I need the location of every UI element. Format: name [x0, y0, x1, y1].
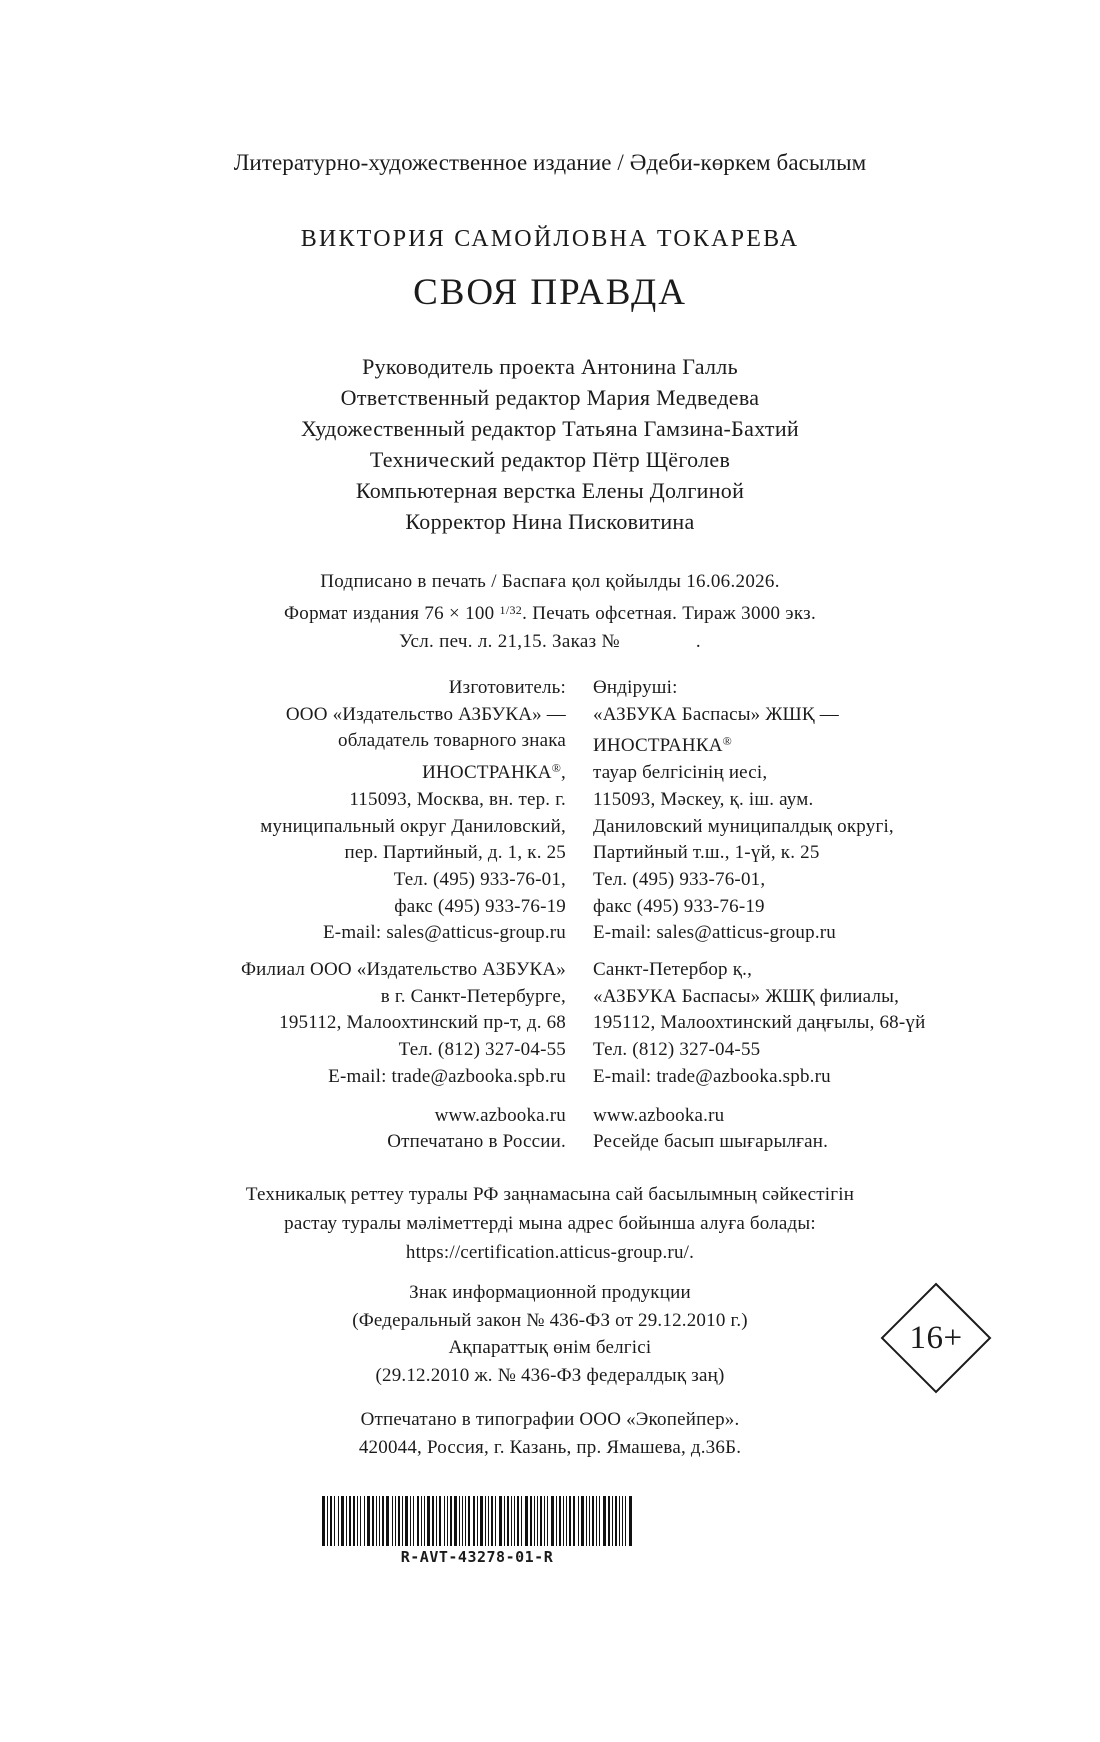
credit-proofreader: Корректор Нина Писковитина — [405, 509, 695, 534]
manufacturer-ru-line: ООО «Издательство АЗБУКА» — — [285, 703, 566, 725]
barcode-bar — [596, 1496, 597, 1546]
credit-art-editor: Художественный редактор Татьяна Гамзина-Бахтий — [301, 416, 799, 441]
manufacturer-kz-fax: факс (495) 933-76-19 — [593, 895, 765, 917]
barcode-bar — [346, 1496, 347, 1546]
barcode-bar — [367, 1496, 370, 1546]
barcode-bar — [421, 1496, 422, 1546]
signed-to-print: Подписано в печать / Баспаға қол қойылды 16.06.2026. — [320, 571, 780, 592]
age-rating-badge — [880, 1282, 992, 1394]
barcode-bar — [534, 1496, 535, 1546]
registered-mark: ® — [722, 734, 732, 749]
branch-ru-line: 195112, Малоохтинский пр-т, д. 68 — [279, 1012, 566, 1034]
credits-list — [0, 351, 1100, 537]
printing-house-name: Отпечатано в типографии ООО «Экопейпер». — [360, 1409, 740, 1430]
branch-ru-email: E-mail: trade@azbooka.spb.ru — [328, 1065, 566, 1087]
barcode-bar — [382, 1496, 384, 1546]
credit-editor: Ответственный редактор Мария Медведева — [340, 385, 760, 410]
barcode-bar — [473, 1496, 475, 1546]
barcode-bar — [537, 1496, 538, 1546]
barcode-bar — [477, 1496, 478, 1546]
branch-ru-line: Филиал ООО «Издательство АЗБУКА» — [240, 959, 566, 981]
barcode-bar — [622, 1496, 623, 1546]
barcode-bar — [360, 1496, 361, 1546]
manufacturer-kz-phone: Тел. (495) 933-76-01, — [593, 868, 766, 890]
manufacturer-ru-line: муниципальный округ Даниловский, — [260, 815, 566, 837]
manufacturer-kz-email: E-mail: sales@atticus-group.ru — [593, 922, 836, 944]
barcode-bar — [376, 1496, 377, 1546]
info-sign-line: Знак информационной продукции — [409, 1282, 691, 1303]
manufacturer-kz-column — [593, 675, 1053, 1156]
barcode-text: R-AVT-43278-01-R — [400, 1548, 554, 1566]
barcode-bar — [417, 1496, 419, 1546]
branch-kz-line: Санкт-Петербор қ., — [593, 959, 753, 981]
barcode-bar — [544, 1496, 545, 1546]
credit-layout: Компьютерная верстка Елены Долгиной — [355, 478, 745, 503]
barcode-bar — [322, 1496, 325, 1546]
barcode-bar — [573, 1496, 575, 1546]
barcode-bar — [491, 1496, 493, 1546]
barcode-bar — [468, 1496, 470, 1546]
manufacturer-ru-header: Изготовитель: — [448, 677, 566, 698]
info-sign-line: (Федеральный закон № 436-ФЗ от 29.12.2010 г.) — [352, 1309, 748, 1331]
barcode-bar — [444, 1496, 445, 1546]
barcode-bar — [581, 1496, 584, 1546]
barcode-bar — [559, 1496, 561, 1546]
barcode-bar — [436, 1496, 437, 1546]
barcode-bar — [465, 1496, 466, 1546]
certification-url: https://certification.atticus-group.ru/. — [405, 1242, 695, 1263]
barcode-bar — [612, 1496, 613, 1546]
barcode-bar — [334, 1496, 335, 1546]
barcode-bar — [530, 1496, 532, 1546]
tech-regulation-line: Техникалық реттеу туралы РФ заңнамасына сай басылымның сәйкестігін — [245, 1184, 855, 1205]
barcode-bar — [432, 1496, 434, 1546]
brand-name: ИНОСТРАНКА — [422, 762, 552, 784]
manufacturer-ru-fax: факс (495) 933-76-19 — [394, 895, 566, 917]
sheets-text: Усл. печ. л. 21,15. Заказ № — [399, 631, 620, 652]
barcode-bar — [563, 1496, 564, 1546]
barcode-bar — [439, 1496, 441, 1546]
barcode-bar — [395, 1496, 396, 1546]
barcode-bar — [569, 1496, 571, 1546]
barcode-bar — [629, 1496, 632, 1546]
genre-line: Литературно-художественное издание / Әдеби-көркем басылым — [233, 150, 867, 175]
barcode-bar — [556, 1496, 557, 1546]
website-ru: www.azbooka.ru — [434, 1104, 566, 1126]
barcode-bar — [525, 1496, 528, 1546]
format-suffix: . Печать офсетная. Тираж 3000 экз. — [522, 603, 816, 624]
author-name: ВИКТОРИЯ САМОЙЛОВНА ТОКАРЕВА — [300, 226, 800, 252]
barcode-bar — [372, 1496, 374, 1546]
barcode-bar — [338, 1496, 339, 1546]
manufacturer-kz-header: Өндіруші: — [593, 677, 678, 698]
barcode-bar — [521, 1496, 522, 1546]
sheets-end: . — [695, 631, 701, 652]
barcode-bar — [615, 1496, 617, 1546]
age-rating-text: 16+ — [909, 1320, 963, 1356]
barcode-bar — [405, 1496, 408, 1546]
barcode-bar — [386, 1496, 389, 1546]
barcode-bar — [462, 1496, 463, 1546]
barcode-bar — [603, 1496, 606, 1546]
printed-in-russia-ru: Отпечатано в России. — [387, 1131, 566, 1153]
barcode-bar — [424, 1496, 425, 1546]
barcode-bar — [364, 1496, 365, 1546]
sheets-order-line — [0, 628, 1100, 656]
manufacturer-kz-line: тауар белгісінің иесі, — [593, 762, 768, 784]
barcode-bar — [427, 1496, 430, 1546]
barcode-bar — [353, 1496, 355, 1546]
barcode-bar — [589, 1496, 590, 1546]
barcode-bars-icon — [322, 1496, 632, 1546]
barcode-bar — [619, 1496, 620, 1546]
barcode-bar — [488, 1496, 489, 1546]
barcode-bar — [625, 1496, 626, 1546]
barcode-bar — [517, 1496, 519, 1546]
printing-house-address: 420044, Россия, г. Казань, пр. Ямашева, д.36Б. — [358, 1437, 742, 1458]
barcode-bar — [330, 1496, 332, 1546]
tech-regulation-line: растау туралы мәліметтерді мына адрес бойынша алуға болады: — [284, 1213, 816, 1234]
brand-name: ИНОСТРАНКА — [593, 735, 723, 757]
brand-tail: , — [561, 762, 566, 784]
barcode-bar — [578, 1496, 579, 1546]
barcode-bar — [511, 1496, 512, 1546]
barcode-bar — [540, 1496, 542, 1546]
barcode-bar — [504, 1496, 505, 1546]
barcode-bar — [547, 1496, 548, 1546]
manufacturer-ru-line: 115093, Москва, вн. тер. г. — [349, 788, 566, 810]
printed-in-russia-kz: Ресейде басып шығарылған. — [593, 1131, 829, 1153]
barcode-bar — [551, 1496, 554, 1546]
credit-project-lead: Руководитель проекта Антонина Галль — [362, 354, 738, 379]
barcode-bar — [608, 1496, 610, 1546]
barcode-bar — [454, 1496, 457, 1546]
info-sign-line: Ақпараттық өнім белгісі — [448, 1337, 652, 1358]
manufacturer-ru-line: обладатель товарного знака — [338, 730, 566, 752]
info-sign-line: (29.12.2010 ж. № 436-ФЗ федералдық заң) — [375, 1364, 725, 1386]
barcode-bar — [450, 1496, 452, 1546]
barcode-bar — [514, 1496, 515, 1546]
branch-ru-phone: Тел. (812) 327-04-55 — [398, 1039, 566, 1061]
manufacturer-kz-line: Партийный т.ш., 1-үй, к. 25 — [593, 842, 820, 864]
manufacturer-ru-column — [60, 675, 566, 1156]
barcode-bar — [566, 1496, 567, 1546]
manufacturer-ru-email: E-mail: sales@atticus-group.ru — [323, 922, 566, 944]
book-title: СВОЯ ПРАВДА — [413, 272, 687, 313]
barcode-bar — [349, 1496, 351, 1546]
barcode-bar — [341, 1496, 344, 1546]
barcode-bar — [592, 1496, 594, 1546]
tech-regulation-note — [0, 1180, 1100, 1267]
barcode-bar — [392, 1496, 393, 1546]
branch-kz-line: «АЗБУКА Баспасы» ЖШҚ филиалы, — [593, 985, 900, 1007]
barcode-bar — [327, 1496, 328, 1546]
branch-kz-email: E-mail: trade@azbooka.spb.ru — [593, 1065, 831, 1087]
barcode-bar — [379, 1496, 380, 1546]
format-fraction: 1/32 — [499, 603, 523, 617]
manufacturer-kz-line: 115093, Мәскеу, қ. іш. аум. — [593, 788, 814, 810]
barcode — [322, 1496, 632, 1564]
barcode-bar — [599, 1496, 600, 1546]
branch-kz-line: 195112, Малоохтинский даңғылы, 68-үй — [593, 1012, 926, 1034]
manufacturer-kz-brand-line — [593, 728, 1053, 760]
registered-mark: ® — [551, 761, 562, 776]
barcode-bar — [398, 1496, 400, 1546]
printing-house — [0, 1406, 1100, 1462]
format-line — [0, 596, 1100, 628]
barcode-bar — [480, 1496, 483, 1546]
print-info — [0, 568, 1100, 656]
barcode-bar — [459, 1496, 460, 1546]
manufacturer-kz-line: «АЗБУКА Баспасы» ЖШҚ — — [593, 703, 839, 725]
branch-ru-line: в г. Санкт-Петербурге, — [380, 985, 566, 1007]
format-prefix: Формат издания 76 × 100 — [284, 603, 495, 624]
manufacturer-ru-phone: Тел. (495) 933-76-01, — [393, 868, 566, 890]
manufacturer-ru-brand-line — [60, 755, 566, 787]
barcode-bar — [357, 1496, 358, 1546]
credit-tech-editor: Технический редактор Пётр Щёголев — [369, 447, 731, 472]
barcode-bar — [447, 1496, 448, 1546]
barcode-bar — [499, 1496, 502, 1546]
barcode-bar — [410, 1496, 411, 1546]
manufacturer-kz-line: Даниловский муниципалдық округі, — [593, 815, 894, 837]
barcode-bar — [402, 1496, 403, 1546]
barcode-bar — [485, 1496, 486, 1546]
website-kz: www.azbooka.ru — [593, 1104, 725, 1126]
manufacturer-ru-line: пер. Партийный, д. 1, к. 25 — [344, 842, 566, 864]
branch-kz-phone: Тел. (812) 327-04-55 — [593, 1039, 761, 1061]
barcode-bar — [495, 1496, 496, 1546]
barcode-bar — [586, 1496, 587, 1546]
barcode-bar — [413, 1496, 414, 1546]
barcode-bar — [507, 1496, 509, 1546]
